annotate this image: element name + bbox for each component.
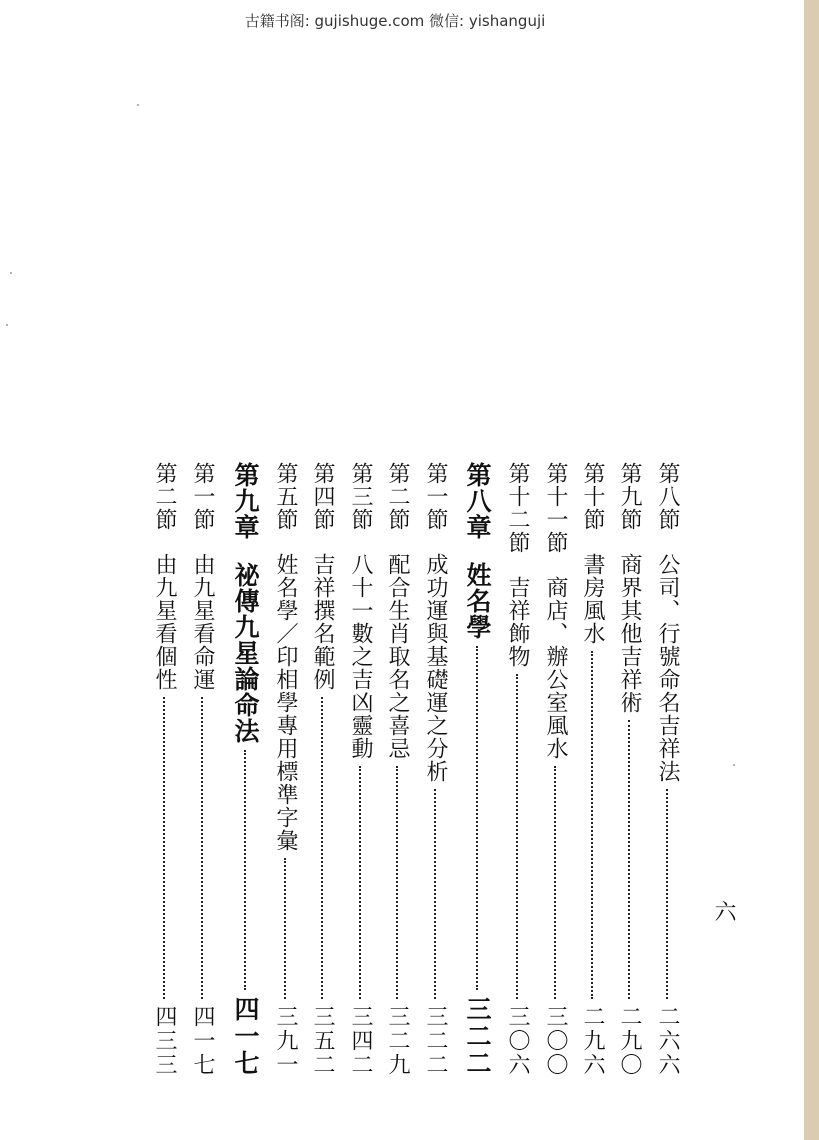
toc-entry-title: 由九星看個性 <box>152 553 177 691</box>
toc-entry-title: 吉祥撰名範例 <box>310 553 335 691</box>
toc-entry-page: 二九〇 <box>617 1005 642 1077</box>
leader-dots <box>591 651 593 999</box>
leader-dots <box>396 766 398 999</box>
leader-dots <box>321 697 323 999</box>
toc-entry[interactable] <box>187 462 217 1077</box>
toc-entry-title: 商界其他吉祥術 <box>617 553 642 714</box>
leader-dots <box>628 720 630 999</box>
toc-chapter-entry[interactable] <box>228 462 262 1077</box>
leader-dots <box>244 750 246 990</box>
toc-entry-title: 配合生肖取名之喜忌 <box>385 553 410 760</box>
toc-entry[interactable] <box>577 462 607 1077</box>
leader-dots <box>359 766 361 999</box>
toc-entry-title: 八十一數之吉凶靈動 <box>348 553 373 760</box>
leader-dots <box>284 858 286 999</box>
toc-entry[interactable] <box>382 462 412 1077</box>
toc-entry[interactable] <box>270 462 300 1077</box>
toc-entry-label: 第二節 <box>152 462 177 531</box>
toc-entry[interactable] <box>540 462 570 1077</box>
toc-entry-page: 三二九 <box>385 1005 410 1077</box>
toc-entry-title: 公司、行號命名吉祥法 <box>655 553 680 783</box>
table-of-contents <box>0 462 819 1082</box>
page-number: 六 <box>711 900 736 922</box>
watermark-text: 古籍书阁: gujishuge.com 微信: yishanguji <box>244 12 546 30</box>
toc-entry[interactable] <box>149 462 179 1077</box>
toc-entry-page: 四一七 <box>190 1005 215 1077</box>
toc-entry[interactable] <box>420 462 450 1077</box>
toc-entry-label: 第一節 <box>423 462 448 531</box>
toc-entry-page: 四三三 <box>152 1005 177 1077</box>
toc-entry-title: 由九星看命運 <box>190 553 215 691</box>
toc-entry[interactable] <box>502 462 532 1077</box>
toc-entry-page: 二九六 <box>580 1005 605 1077</box>
toc-entry[interactable] <box>614 462 644 1077</box>
toc-entry-page: 四一七 <box>231 996 260 1077</box>
leader-dots <box>516 674 518 999</box>
toc-entry-title: 吉祥飾物 <box>505 576 530 668</box>
leader-dots <box>554 766 556 999</box>
toc-entry-page: 三二二 <box>463 996 492 1077</box>
toc-chapter-label: 第九章 <box>231 462 260 540</box>
toc-entry-label: 第三節 <box>348 462 373 531</box>
scan-speck <box>10 272 12 274</box>
toc-entry[interactable] <box>307 462 337 1077</box>
leader-dots <box>476 646 478 990</box>
toc-entry-page: 三四二 <box>348 1005 373 1077</box>
toc-entry[interactable] <box>652 462 682 1077</box>
toc-entry-label: 第九節 <box>617 462 642 531</box>
toc-entry-label: 第二節 <box>385 462 410 531</box>
toc-entry-title: 商店、辦公室風水 <box>543 576 568 760</box>
toc-entry-label: 第八節 <box>655 462 680 531</box>
toc-chapter-entry[interactable] <box>460 462 494 1077</box>
toc-entry-label: 第一節 <box>190 462 215 531</box>
leader-dots <box>201 697 203 999</box>
toc-chapter-title: 祕傳九星論命法 <box>231 562 260 744</box>
leader-dots <box>434 789 436 999</box>
toc-entry-label: 第十二節 <box>505 462 530 554</box>
toc-chapter-label: 第八章 <box>463 462 492 540</box>
toc-entry-label: 第十節 <box>580 462 605 531</box>
leader-dots <box>163 697 165 999</box>
leader-dots <box>666 789 668 999</box>
toc-entry-title: 姓名學／印相學專用標準字彙 <box>273 553 298 852</box>
toc-entry-label: 第十一節 <box>543 462 568 554</box>
toc-entry-page: 三二二 <box>423 1005 448 1077</box>
toc-entry-page: 三五二 <box>310 1005 335 1077</box>
toc-entry-page: 三〇六 <box>505 1005 530 1077</box>
scan-speck <box>137 104 139 106</box>
scan-speck <box>6 324 8 326</box>
toc-entry-label: 第五節 <box>273 462 298 531</box>
toc-entry[interactable] <box>345 462 375 1077</box>
toc-entry-page: 三〇〇 <box>543 1005 568 1077</box>
toc-entry-page: 二六六 <box>655 1005 680 1077</box>
toc-entry-title: 書房風水 <box>580 553 605 645</box>
toc-entry-title: 成功運與基礎運之分析 <box>423 553 448 783</box>
toc-chapter-title: 姓名學 <box>463 562 492 640</box>
toc-entry-page: 三九一 <box>273 1005 298 1077</box>
toc-entry-label: 第四節 <box>310 462 335 531</box>
